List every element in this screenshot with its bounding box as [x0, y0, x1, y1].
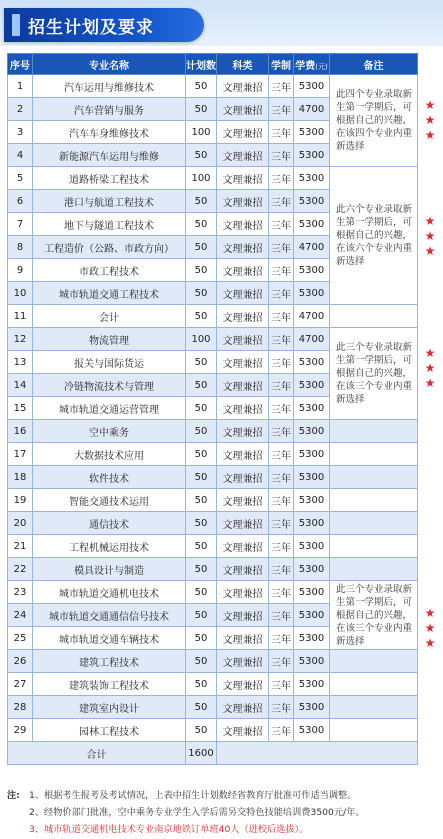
cell-no: 12 — [8, 328, 33, 351]
cell-plan: 50 — [186, 351, 217, 374]
cell-name: 物流管理 — [33, 328, 186, 351]
cell-no: 19 — [8, 489, 33, 512]
total-row — [8, 742, 418, 765]
footnote-text: 2、经物价部门批准，空中乘务专业学生入学后需另交特色技能培训费3500元/年。 — [29, 807, 365, 818]
note-cell-empty — [330, 420, 418, 443]
cell-years: 三年 — [269, 282, 294, 305]
cell-no: 25 — [8, 627, 33, 650]
cell-years: 三年 — [269, 259, 294, 282]
cell-fee: 5300 — [294, 167, 330, 190]
cell-plan: 50 — [186, 259, 217, 282]
enrollment-table-wrap — [7, 53, 417, 765]
note-cell-empty — [330, 443, 418, 466]
cell-no: 1 — [8, 75, 33, 98]
cell-type: 文理兼招 — [217, 512, 269, 535]
cell-type: 文理兼招 — [217, 190, 269, 213]
cell-no: 20 — [8, 512, 33, 535]
note-cell-empty — [330, 512, 418, 535]
cell-plan: 50 — [186, 420, 217, 443]
cell-name: 大数据技术应用 — [33, 443, 186, 466]
cell-name: 城市轨道交通机电技术 — [33, 581, 186, 604]
cell-name: 报关与国际货运 — [33, 351, 186, 374]
table-row — [8, 75, 418, 98]
cell-type: 文理兼招 — [217, 420, 269, 443]
cell-plan: 50 — [186, 282, 217, 305]
cell-plan: 50 — [186, 581, 217, 604]
cell-name: 城市轨道交通工程技术 — [33, 282, 186, 305]
star-icon: ★ — [424, 214, 436, 228]
note-cell: 此三个专业录取新生第一学期后，可根据自己的兴趣，在该三个专业内重新选择 — [330, 581, 418, 650]
cell-no: 5 — [8, 167, 33, 190]
cell-type: 文理兼招 — [217, 305, 269, 328]
cell-no: 6 — [8, 190, 33, 213]
cell-years: 三年 — [269, 696, 294, 719]
cell-name: 冷链物流技术与管理 — [33, 374, 186, 397]
cell-type: 文理兼招 — [217, 75, 269, 98]
note-cell: 此六个专业录取新生第一学期后，可根据自己的兴趣，在该六个专业内重新选择 — [330, 167, 418, 305]
cell-years: 三年 — [269, 236, 294, 259]
note-cell-empty — [330, 489, 418, 512]
cell-years: 三年 — [269, 374, 294, 397]
cell-name: 道路桥梁工程技术 — [33, 167, 186, 190]
star-icon: ★ — [424, 621, 436, 635]
table-row — [8, 420, 418, 443]
star-icon: ★ — [424, 361, 436, 375]
cell-years: 三年 — [269, 650, 294, 673]
cell-no: 11 — [8, 305, 33, 328]
cell-years: 三年 — [269, 213, 294, 236]
cell-years: 三年 — [269, 144, 294, 167]
cell-plan: 50 — [186, 696, 217, 719]
cell-type: 文理兼招 — [217, 98, 269, 121]
cell-type: 文理兼招 — [217, 144, 269, 167]
cell-no: 29 — [8, 719, 33, 742]
table-row — [8, 650, 418, 673]
footnotes — [7, 787, 443, 838]
cell-plan: 50 — [186, 190, 217, 213]
col-header-fee: 学费(元) — [294, 54, 330, 75]
cell-plan: 50 — [186, 75, 217, 98]
cell-years: 三年 — [269, 420, 294, 443]
stars-group-2 — [421, 214, 439, 259]
cell-years: 三年 — [269, 627, 294, 650]
cell-plan: 50 — [186, 558, 217, 581]
cell-no: 16 — [8, 420, 33, 443]
footnote-1 — [7, 787, 443, 804]
cell-no: 14 — [8, 374, 33, 397]
cell-no: 13 — [8, 351, 33, 374]
cell-type: 文理兼招 — [217, 489, 269, 512]
cell-name: 地下与隧道工程技术 — [33, 213, 186, 236]
cell-plan: 50 — [186, 650, 217, 673]
cell-plan: 50 — [186, 98, 217, 121]
stars-group-3 — [421, 346, 439, 391]
total-blank — [217, 742, 418, 765]
note-cell-empty — [330, 466, 418, 489]
cell-years: 三年 — [269, 98, 294, 121]
col-header-notes: 备注 — [330, 54, 418, 75]
cell-no: 27 — [8, 673, 33, 696]
table-row — [8, 696, 418, 719]
cell-fee: 5300 — [294, 581, 330, 604]
total-label: 合计 — [8, 742, 186, 765]
cell-type: 文理兼招 — [217, 535, 269, 558]
cell-plan: 50 — [186, 535, 217, 558]
cell-plan: 50 — [186, 374, 217, 397]
cell-fee: 4700 — [294, 305, 330, 328]
note-cell-empty — [330, 535, 418, 558]
table-header-row — [8, 54, 418, 75]
footnote-3 — [7, 821, 443, 838]
col-header-years: 学制 — [269, 54, 294, 75]
title-accent-bar — [12, 14, 20, 36]
cell-type: 文理兼招 — [217, 627, 269, 650]
cell-name: 园林工程技术 — [33, 719, 186, 742]
cell-no: 4 — [8, 144, 33, 167]
table-row — [8, 305, 418, 328]
footnote-label: 注: — [7, 790, 20, 801]
cell-name: 市政工程技术 — [33, 259, 186, 282]
note-cell-empty — [330, 305, 418, 328]
cell-plan: 100 — [186, 328, 217, 351]
cell-fee: 5300 — [294, 443, 330, 466]
cell-fee: 5300 — [294, 535, 330, 558]
cell-years: 三年 — [269, 604, 294, 627]
cell-fee: 5300 — [294, 673, 330, 696]
cell-type: 文理兼招 — [217, 259, 269, 282]
footnote-text: 1、根据考生报考及考试情况，上表中招生计划数经省教育厅批准可作适当调整。 — [29, 790, 357, 801]
cell-type: 文理兼招 — [217, 282, 269, 305]
cell-type: 文理兼招 — [217, 558, 269, 581]
cell-name: 新能源汽车运用与维修 — [33, 144, 186, 167]
cell-name: 工程机械运用技术 — [33, 535, 186, 558]
cell-plan: 50 — [186, 466, 217, 489]
cell-years: 三年 — [269, 305, 294, 328]
stars-group-1 — [421, 98, 439, 143]
cell-years: 三年 — [269, 719, 294, 742]
stars-group-4 — [421, 606, 439, 651]
cell-no: 26 — [8, 650, 33, 673]
cell-type: 文理兼招 — [217, 581, 269, 604]
cell-fee: 5300 — [294, 420, 330, 443]
cell-type: 文理兼招 — [217, 696, 269, 719]
cell-type: 文理兼招 — [217, 673, 269, 696]
cell-no: 15 — [8, 397, 33, 420]
cell-name: 软件技术 — [33, 466, 186, 489]
cell-type: 文理兼招 — [217, 397, 269, 420]
cell-type: 文理兼招 — [217, 351, 269, 374]
col-header-plan: 计划数 — [186, 54, 217, 75]
cell-years: 三年 — [269, 190, 294, 213]
cell-years: 三年 — [269, 581, 294, 604]
table-row — [8, 489, 418, 512]
cell-plan: 100 — [186, 121, 217, 144]
cell-no: 21 — [8, 535, 33, 558]
cell-fee: 5300 — [294, 512, 330, 535]
cell-type: 文理兼招 — [217, 719, 269, 742]
table-row — [8, 443, 418, 466]
cell-no: 10 — [8, 282, 33, 305]
cell-name: 城市轨道交通通信信号技术 — [33, 604, 186, 627]
cell-fee: 5300 — [294, 144, 330, 167]
cell-type: 文理兼招 — [217, 374, 269, 397]
cell-name: 智能交通技术运用 — [33, 489, 186, 512]
star-icon: ★ — [424, 244, 436, 258]
cell-name: 通信技术 — [33, 512, 186, 535]
cell-name: 汽车营销与服务 — [33, 98, 186, 121]
cell-fee: 5300 — [294, 604, 330, 627]
cell-plan: 50 — [186, 236, 217, 259]
star-icon: ★ — [424, 229, 436, 243]
table-row — [8, 558, 418, 581]
table-row — [8, 673, 418, 696]
cell-type: 文理兼招 — [217, 466, 269, 489]
cell-fee: 4700 — [294, 328, 330, 351]
table-body — [8, 75, 418, 765]
cell-type: 文理兼招 — [217, 213, 269, 236]
cell-fee: 5300 — [294, 75, 330, 98]
cell-name: 城市轨道交通运营管理 — [33, 397, 186, 420]
page-title: 招生计划及要求 — [28, 17, 154, 38]
footnote-2 — [7, 804, 443, 821]
cell-fee: 5300 — [294, 374, 330, 397]
enrollment-table — [7, 53, 418, 765]
cell-fee: 5300 — [294, 719, 330, 742]
cell-fee: 5300 — [294, 627, 330, 650]
cell-name: 模具设计与制造 — [33, 558, 186, 581]
col-header-no: 序号 — [8, 54, 33, 75]
cell-years: 三年 — [269, 328, 294, 351]
table-row — [8, 512, 418, 535]
col-header-name: 专业名称 — [33, 54, 186, 75]
cell-years: 三年 — [269, 535, 294, 558]
cell-years: 三年 — [269, 512, 294, 535]
cell-no: 22 — [8, 558, 33, 581]
star-icon: ★ — [424, 128, 436, 142]
table-row — [8, 167, 418, 190]
cell-years: 三年 — [269, 489, 294, 512]
cell-plan: 50 — [186, 213, 217, 236]
star-icon: ★ — [424, 113, 436, 127]
cell-name: 建筑室内设计 — [33, 696, 186, 719]
cell-plan: 50 — [186, 673, 217, 696]
cell-name: 会计 — [33, 305, 186, 328]
cell-plan: 50 — [186, 397, 217, 420]
star-icon: ★ — [424, 606, 436, 620]
cell-name: 建筑装饰工程技术 — [33, 673, 186, 696]
note-cell: 此四个专业录取新生第一学期后，可根据自己的兴趣，在该四个专业内重新选择 — [330, 75, 418, 167]
cell-fee: 5300 — [294, 696, 330, 719]
note-cell-empty — [330, 673, 418, 696]
star-icon: ★ — [424, 98, 436, 112]
cell-plan: 50 — [186, 489, 217, 512]
note-cell: 此三个专业录取新生第一学期后，可根据自己的兴趣，在该三个专业内重新选择 — [330, 328, 418, 420]
note-cell-empty — [330, 650, 418, 673]
table-row — [8, 466, 418, 489]
cell-no: 24 — [8, 604, 33, 627]
cell-no: 2 — [8, 98, 33, 121]
cell-plan: 50 — [186, 719, 217, 742]
cell-plan: 100 — [186, 167, 217, 190]
cell-no: 8 — [8, 236, 33, 259]
footnote-text: 3、城市轨道交通机电技术专业南京地铁订单班40人（进校后选拔）。 — [29, 824, 309, 835]
cell-fee: 5300 — [294, 466, 330, 489]
cell-years: 三年 — [269, 121, 294, 144]
cell-years: 三年 — [269, 466, 294, 489]
cell-no: 7 — [8, 213, 33, 236]
cell-fee: 5300 — [294, 558, 330, 581]
cell-fee: 5300 — [294, 351, 330, 374]
cell-type: 文理兼招 — [217, 650, 269, 673]
cell-no: 23 — [8, 581, 33, 604]
cell-name: 城市轨道交通车辆技术 — [33, 627, 186, 650]
cell-years: 三年 — [269, 443, 294, 466]
note-cell-empty — [330, 558, 418, 581]
cell-years: 三年 — [269, 75, 294, 98]
cell-years: 三年 — [269, 397, 294, 420]
cell-type: 文理兼招 — [217, 121, 269, 144]
cell-fee: 5300 — [294, 489, 330, 512]
cell-no: 18 — [8, 466, 33, 489]
cell-fee: 5300 — [294, 650, 330, 673]
cell-years: 三年 — [269, 167, 294, 190]
note-cell-empty — [330, 696, 418, 719]
cell-name: 工程造价（公路、市政方向） — [33, 236, 186, 259]
cell-no: 9 — [8, 259, 33, 282]
cell-fee: 5300 — [294, 282, 330, 305]
cell-plan: 50 — [186, 144, 217, 167]
star-icon: ★ — [424, 376, 436, 390]
cell-name: 空中乘务 — [33, 420, 186, 443]
cell-no: 28 — [8, 696, 33, 719]
cell-name: 汽车车身维修技术 — [33, 121, 186, 144]
cell-name: 汽车运用与维修技术 — [33, 75, 186, 98]
col-header-type: 科类 — [217, 54, 269, 75]
cell-fee: 5300 — [294, 121, 330, 144]
cell-name: 建筑工程技术 — [33, 650, 186, 673]
note-cell-empty — [330, 719, 418, 742]
cell-plan: 50 — [186, 627, 217, 650]
cell-fee: 5300 — [294, 397, 330, 420]
table-row — [8, 535, 418, 558]
cell-plan: 50 — [186, 604, 217, 627]
cell-years: 三年 — [269, 351, 294, 374]
cell-years: 三年 — [269, 673, 294, 696]
cell-type: 文理兼招 — [217, 167, 269, 190]
cell-years: 三年 — [269, 558, 294, 581]
cell-name: 港口与航道工程技术 — [33, 190, 186, 213]
cell-fee: 4700 — [294, 236, 330, 259]
cell-type: 文理兼招 — [217, 604, 269, 627]
cell-no: 17 — [8, 443, 33, 466]
cell-plan: 50 — [186, 443, 217, 466]
cell-plan: 50 — [186, 305, 217, 328]
cell-fee: 5300 — [294, 190, 330, 213]
title-banner — [4, 8, 204, 42]
table-row — [8, 719, 418, 742]
cell-fee: 5300 — [294, 259, 330, 282]
cell-no: 3 — [8, 121, 33, 144]
star-icon: ★ — [424, 346, 436, 360]
cell-fee: 4700 — [294, 98, 330, 121]
total-plan: 1600 — [186, 742, 217, 765]
table-row — [8, 581, 418, 604]
cell-type: 文理兼招 — [217, 328, 269, 351]
table-row — [8, 328, 418, 351]
cell-type: 文理兼招 — [217, 443, 269, 466]
cell-fee: 5300 — [294, 213, 330, 236]
star-icon: ★ — [424, 636, 436, 650]
cell-plan: 50 — [186, 512, 217, 535]
cell-type: 文理兼招 — [217, 236, 269, 259]
